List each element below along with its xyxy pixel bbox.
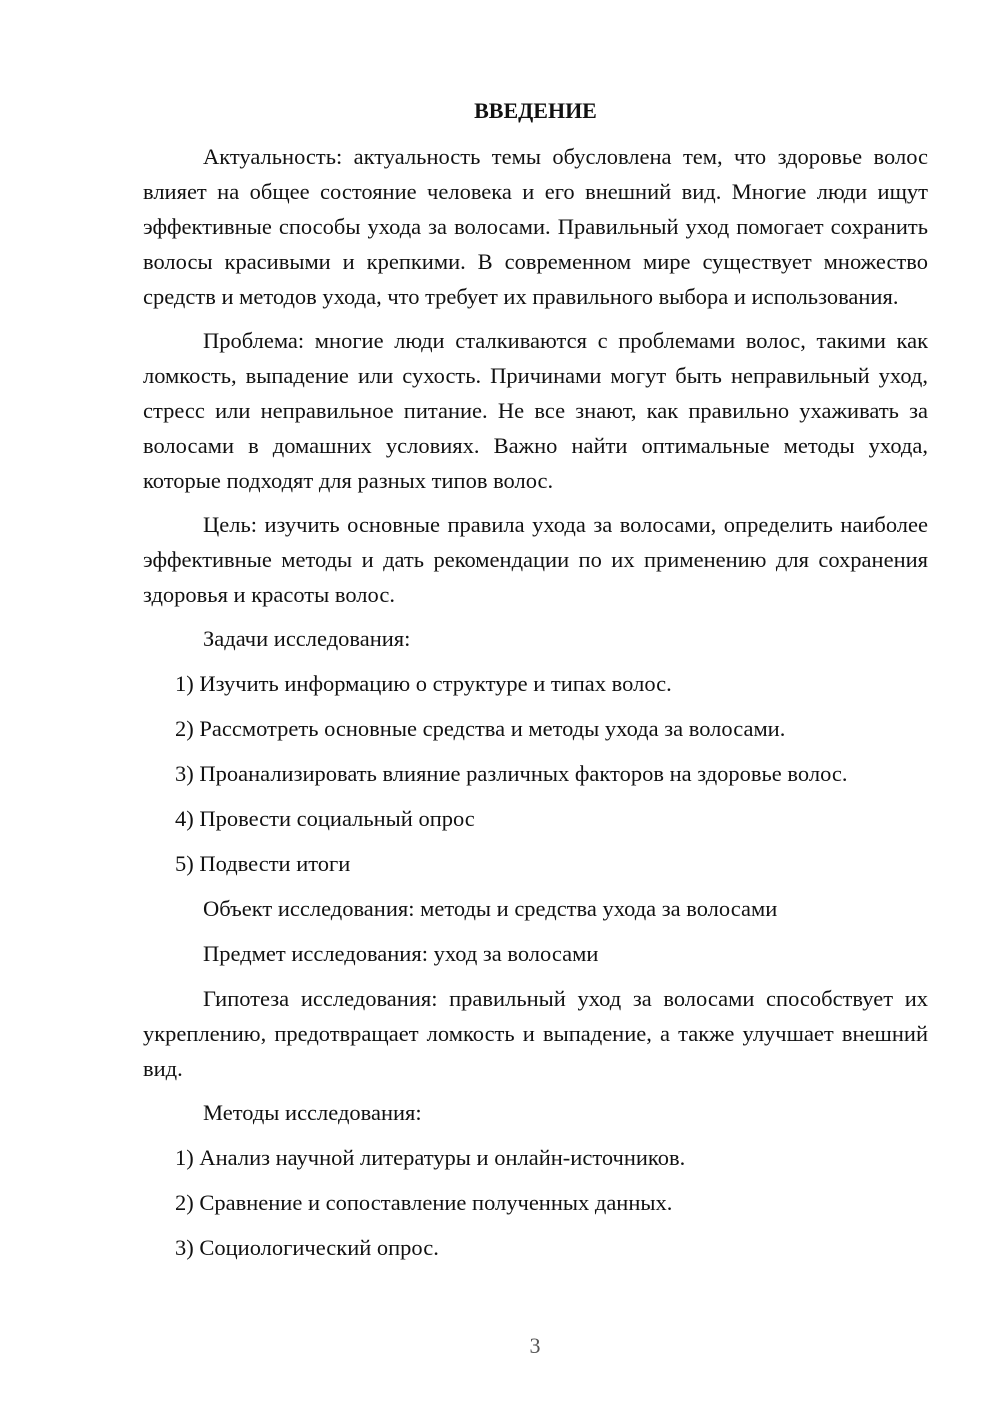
research-subject: Предмет исследования: уход за волосами: [203, 941, 599, 966]
task-item: 1) Изучить информацию о структуре и типах волос.: [175, 671, 672, 696]
tasks-heading: Задачи исследования:: [203, 626, 411, 651]
task-item: 5) Подвести итоги: [175, 851, 351, 876]
hypothesis-paragraph: Гипотеза исследования: правильный уход за волосами способствует их укреплению, предотвращает ломкость и выпадение, а также улучшает внешний вид.: [143, 986, 928, 1081]
task-item: 2) Рассмотреть основные средства и методы ухода за волосами.: [175, 716, 786, 741]
method-item: 3) Социологический опрос.: [175, 1235, 439, 1260]
task-item: 4) Провести социальный опрос: [175, 806, 475, 831]
method-item: 2) Сравнение и сопоставление полученных данных.: [175, 1190, 673, 1215]
problem-paragraph: Проблема: многие люди сталкиваются с проблемами волос, такими как ломкость, выпадение или сухость. Причинами могут быть неправильный уход, стресс или неправильное питание. Не все знают, как правильно ухаживать за волосами в домашних условиях. Важно найти оптимальные методы ухода, которые подходят для разных типов волос.: [143, 328, 928, 493]
task-item: 3) Проанализировать влияние различных факторов на здоровье волос.: [175, 761, 848, 786]
methods-heading: Методы исследования:: [203, 1100, 422, 1125]
page-content: [143, 95, 928, 1275]
relevance-paragraph: Актуальность: актуальность темы обусловлена тем, что здоровье волос влияет на общее состояние человека и его внешний вид. Многие люди ищут эффективные способы ухода за волосами. Правильный уход помогает сохранить волосы красивыми и крепкими. В современном мире существует множество средств и методов ухода, что требует их правильного выбора и использования.: [143, 144, 928, 309]
page-number: 3: [529, 1333, 541, 1358]
goal-paragraph: Цель: изучить основные правила ухода за волосами, определить наиболее эффективные методы и дать рекомендации по их применению для сохранения здоровья и красоты волос.: [143, 512, 928, 607]
research-object: Объект исследования: методы и средства ухода за волосами: [203, 896, 778, 921]
page-title: ВВЕДЕНИЕ: [474, 98, 597, 123]
method-item: 1) Анализ научной литературы и онлайн-источников.: [175, 1145, 686, 1170]
